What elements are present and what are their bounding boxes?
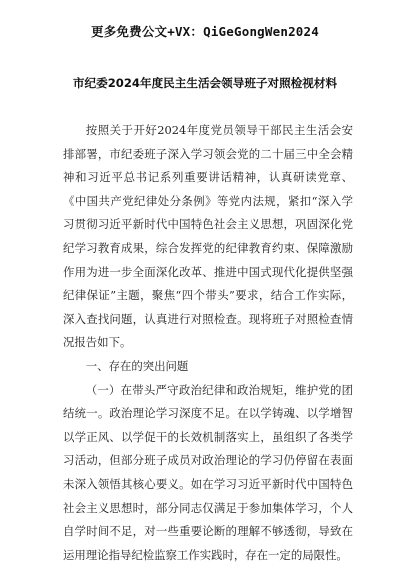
watermark-header: 更多免费公文+VX：QiGeGongWen2024 — [91, 24, 319, 39]
document-body — [63, 119, 353, 567]
intro-paragraph: 按照关于开好2024年度党员领导干部民主生活会安排部署，市纪委班子深入学习领会党的二十届三中全会精神和习近平总书记系列重要讲话精神，认真研读党章、《中国共产党纪律处分条例》等党内法规，紧扣“深入学习贯彻习近平新时代中国特色社会主义思想，巩固深化党纪学习教育成果，综合发挥党的纪律教育约束、保障激励作用为进一步全面深化改革、推进中国式现代化提供坚强纪律保证”主题，聚焦“四个带头”要求，结合工作实际，深入查找问题，认真进行对照检查。现将班子对照检查情况报告如下。 — [63, 123, 353, 350]
section-heading: 一、存在的突出问题 — [85, 358, 189, 373]
document-title: 市纪委2024年度民主生活会领导班子对照检视材料 — [72, 76, 338, 90]
section-paragraph: （一）在带头严守政治纪律和政治规矩，维护党的团结统一。政治理论学习深度不足。在以学铸魂、以学增智以学正风、以学促干的长效机制落实上，虽组织了各类学习活动，但部分班子成员对政治理论的学习仍停留在表面未深入领悟其核心要义。如在学习习近平新时代中国特色社会主义思想时，部分同志仅满足于参加集体学习，个人自学时间不足，对一些重要论断的理解不够透彻，导致在运用理论指导纪检监察工作实践时，存在一定的局限性。 — [63, 382, 353, 562]
